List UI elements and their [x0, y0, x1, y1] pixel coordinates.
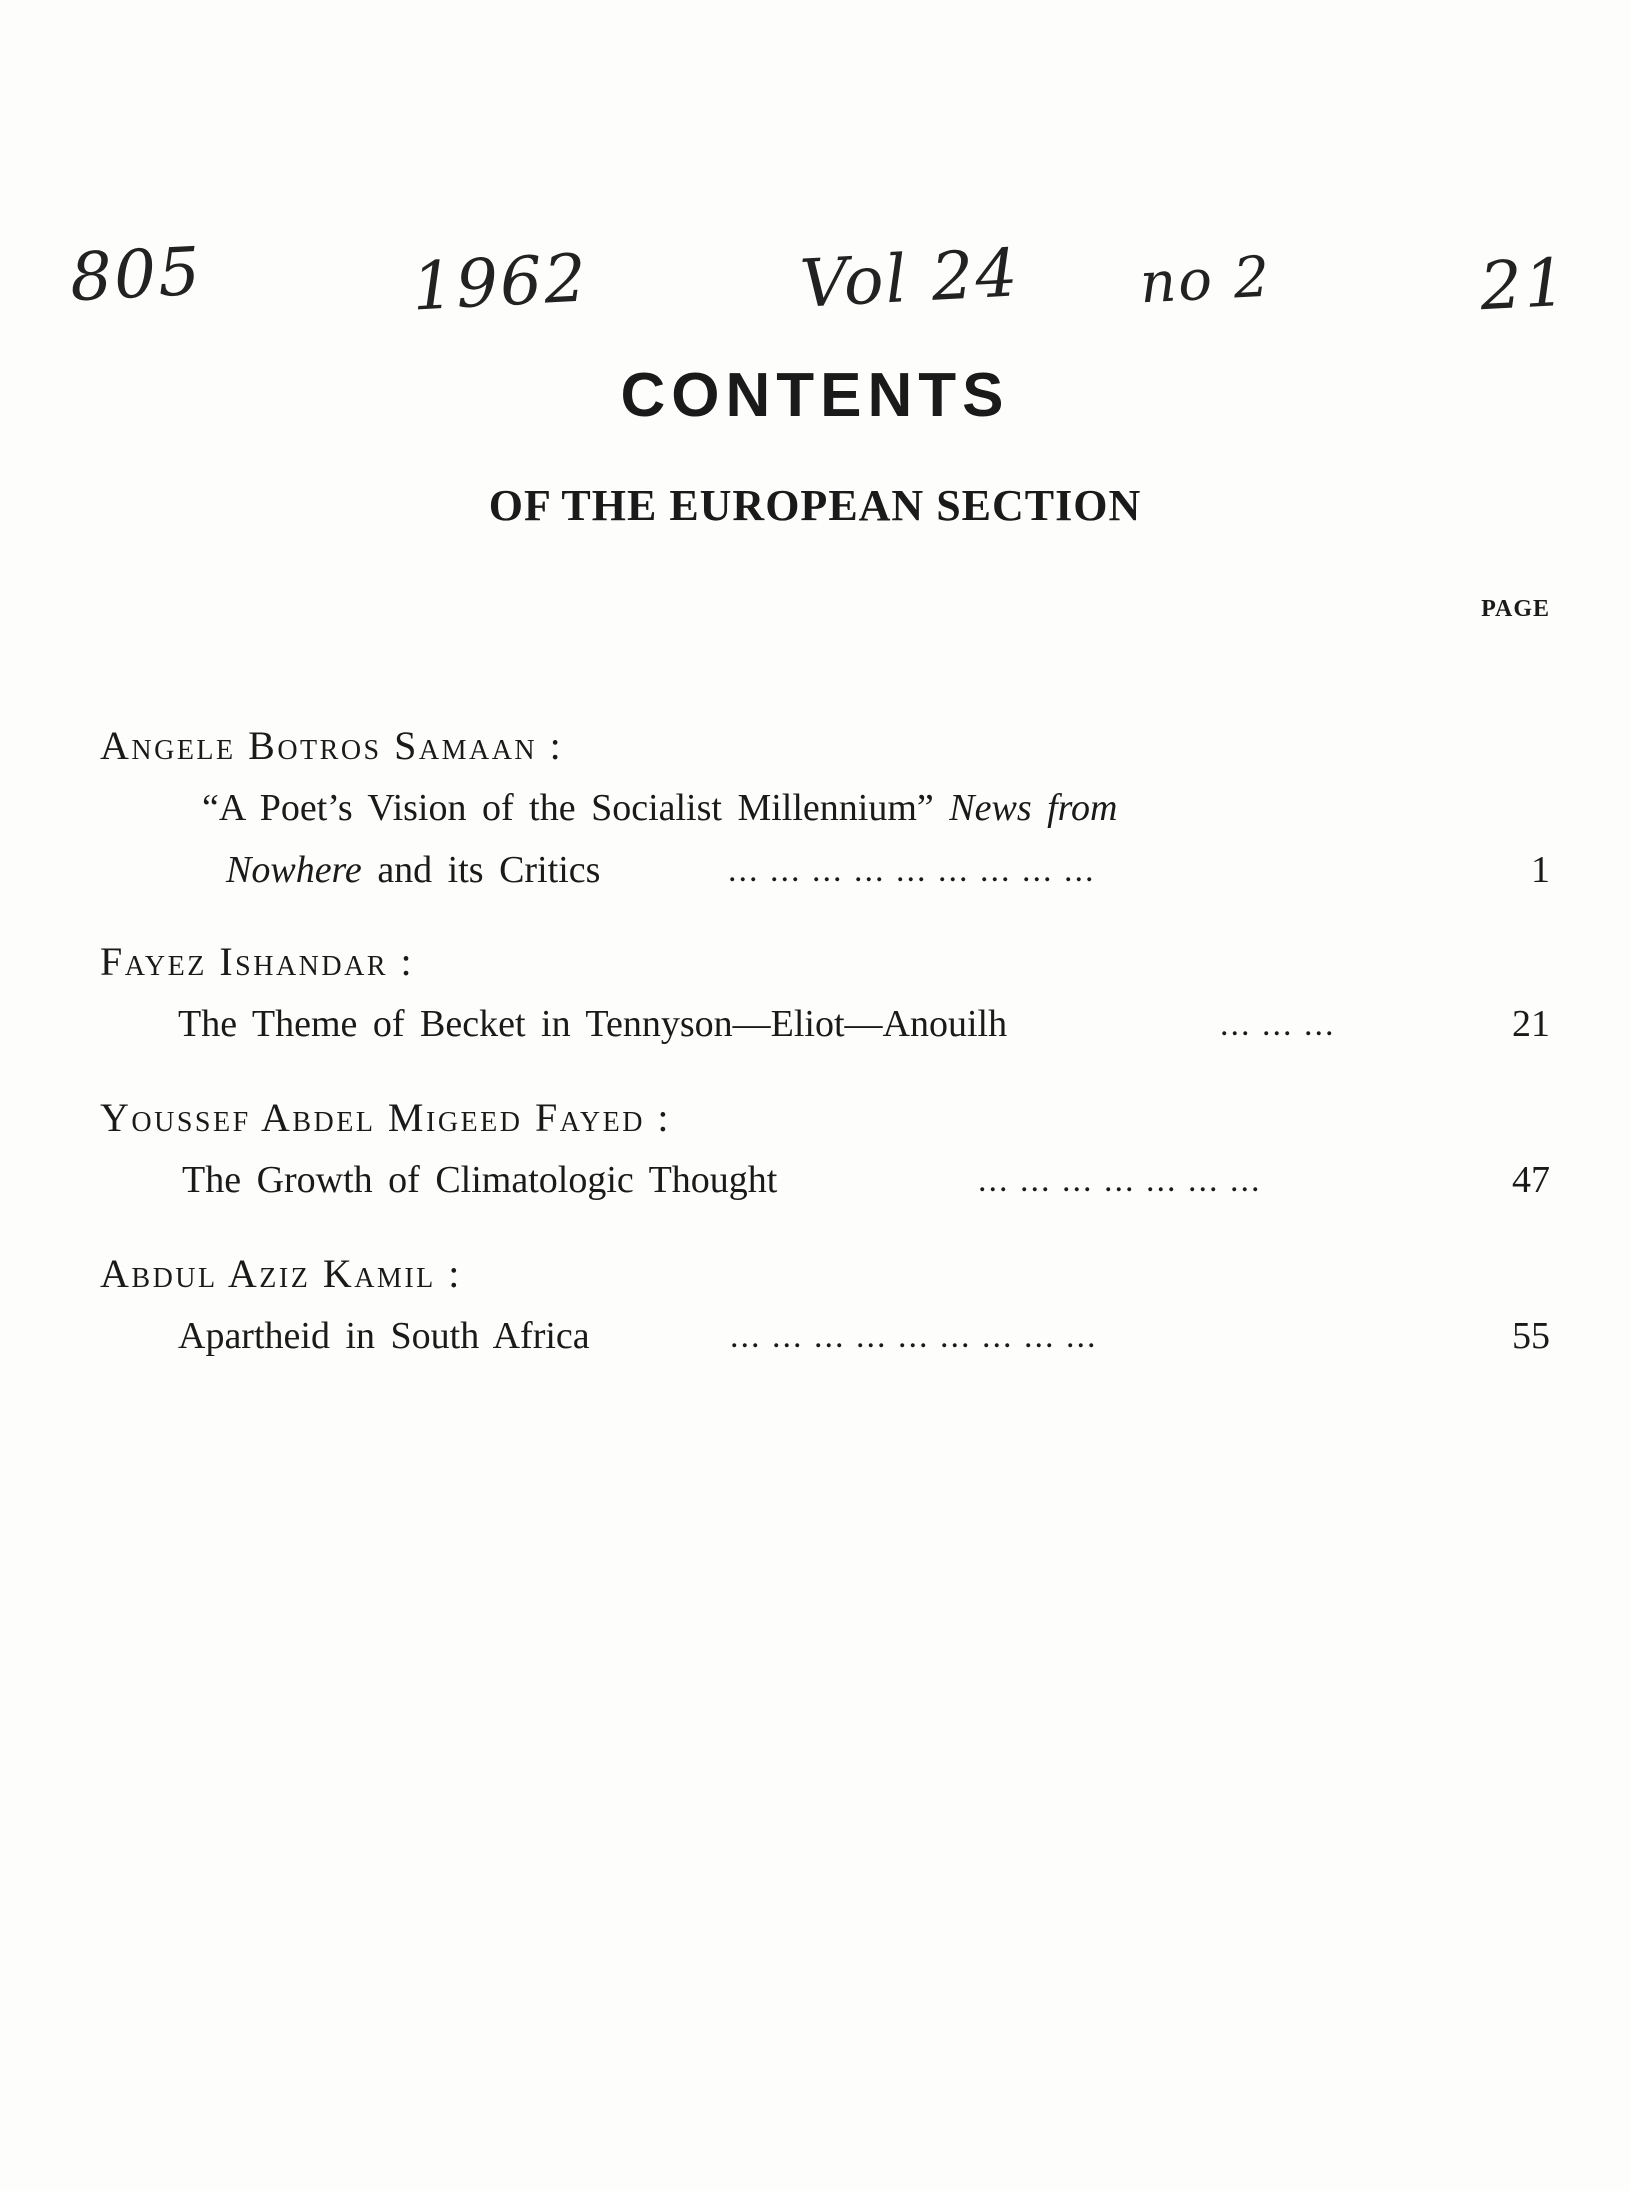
dot-leader: ... ... ... ... ... ... ...	[978, 1162, 1262, 1199]
page-subtitle: OF THE EUROPEAN SECTION	[488, 481, 1142, 530]
handwritten-annotation: 21	[1478, 243, 1570, 326]
handwritten-annotation: 1962	[410, 239, 590, 326]
entry-author: Youssef Abdel Migeed Fayed :	[100, 1095, 672, 1140]
dot-leader: ... ... ... ... ... ... ... ... ...	[730, 1318, 1098, 1355]
page-column-label: PAGE	[1481, 596, 1550, 622]
page-title: CONTENTS	[620, 361, 1010, 430]
entry-title-line: Apartheid in South Africa	[178, 1315, 590, 1357]
entry-title-line: The Growth of Climatologic Thought	[182, 1159, 778, 1201]
entry-page-number: 47	[1512, 1159, 1550, 1201]
entry-author: Angele Botros Samaan :	[100, 723, 564, 768]
entry-page-number: 55	[1512, 1315, 1550, 1357]
entry-page-number: 21	[1512, 1003, 1550, 1045]
entry-title-italic: News from	[949, 787, 1118, 829]
entry-title-line	[226, 848, 600, 892]
entry-title-text: and its Critics	[377, 849, 601, 891]
dot-leader: ... ... ...	[1220, 1006, 1336, 1043]
handwritten-annotation: no 2	[1138, 244, 1273, 317]
entry-title-text: “A Poet’s Vision of the Socialist Millennium”	[202, 787, 934, 829]
dot-leader: ... ... ... ... ... ... ... ... ...	[728, 852, 1096, 889]
entry-page-number: 1	[1531, 849, 1550, 891]
entry-title-line	[202, 786, 1118, 830]
handwritten-annotation: 805	[68, 232, 204, 317]
entry-author: Fayez Ishandar :	[100, 939, 415, 984]
handwritten-annotation: Vol 24	[798, 234, 1022, 323]
entry-title-line: The Theme of Becket in Tennyson—Eliot—Anouilh	[178, 1003, 1008, 1045]
entry-title-italic: Nowhere	[226, 849, 362, 891]
entry-author: Abdul Aziz Kamil :	[100, 1251, 462, 1296]
